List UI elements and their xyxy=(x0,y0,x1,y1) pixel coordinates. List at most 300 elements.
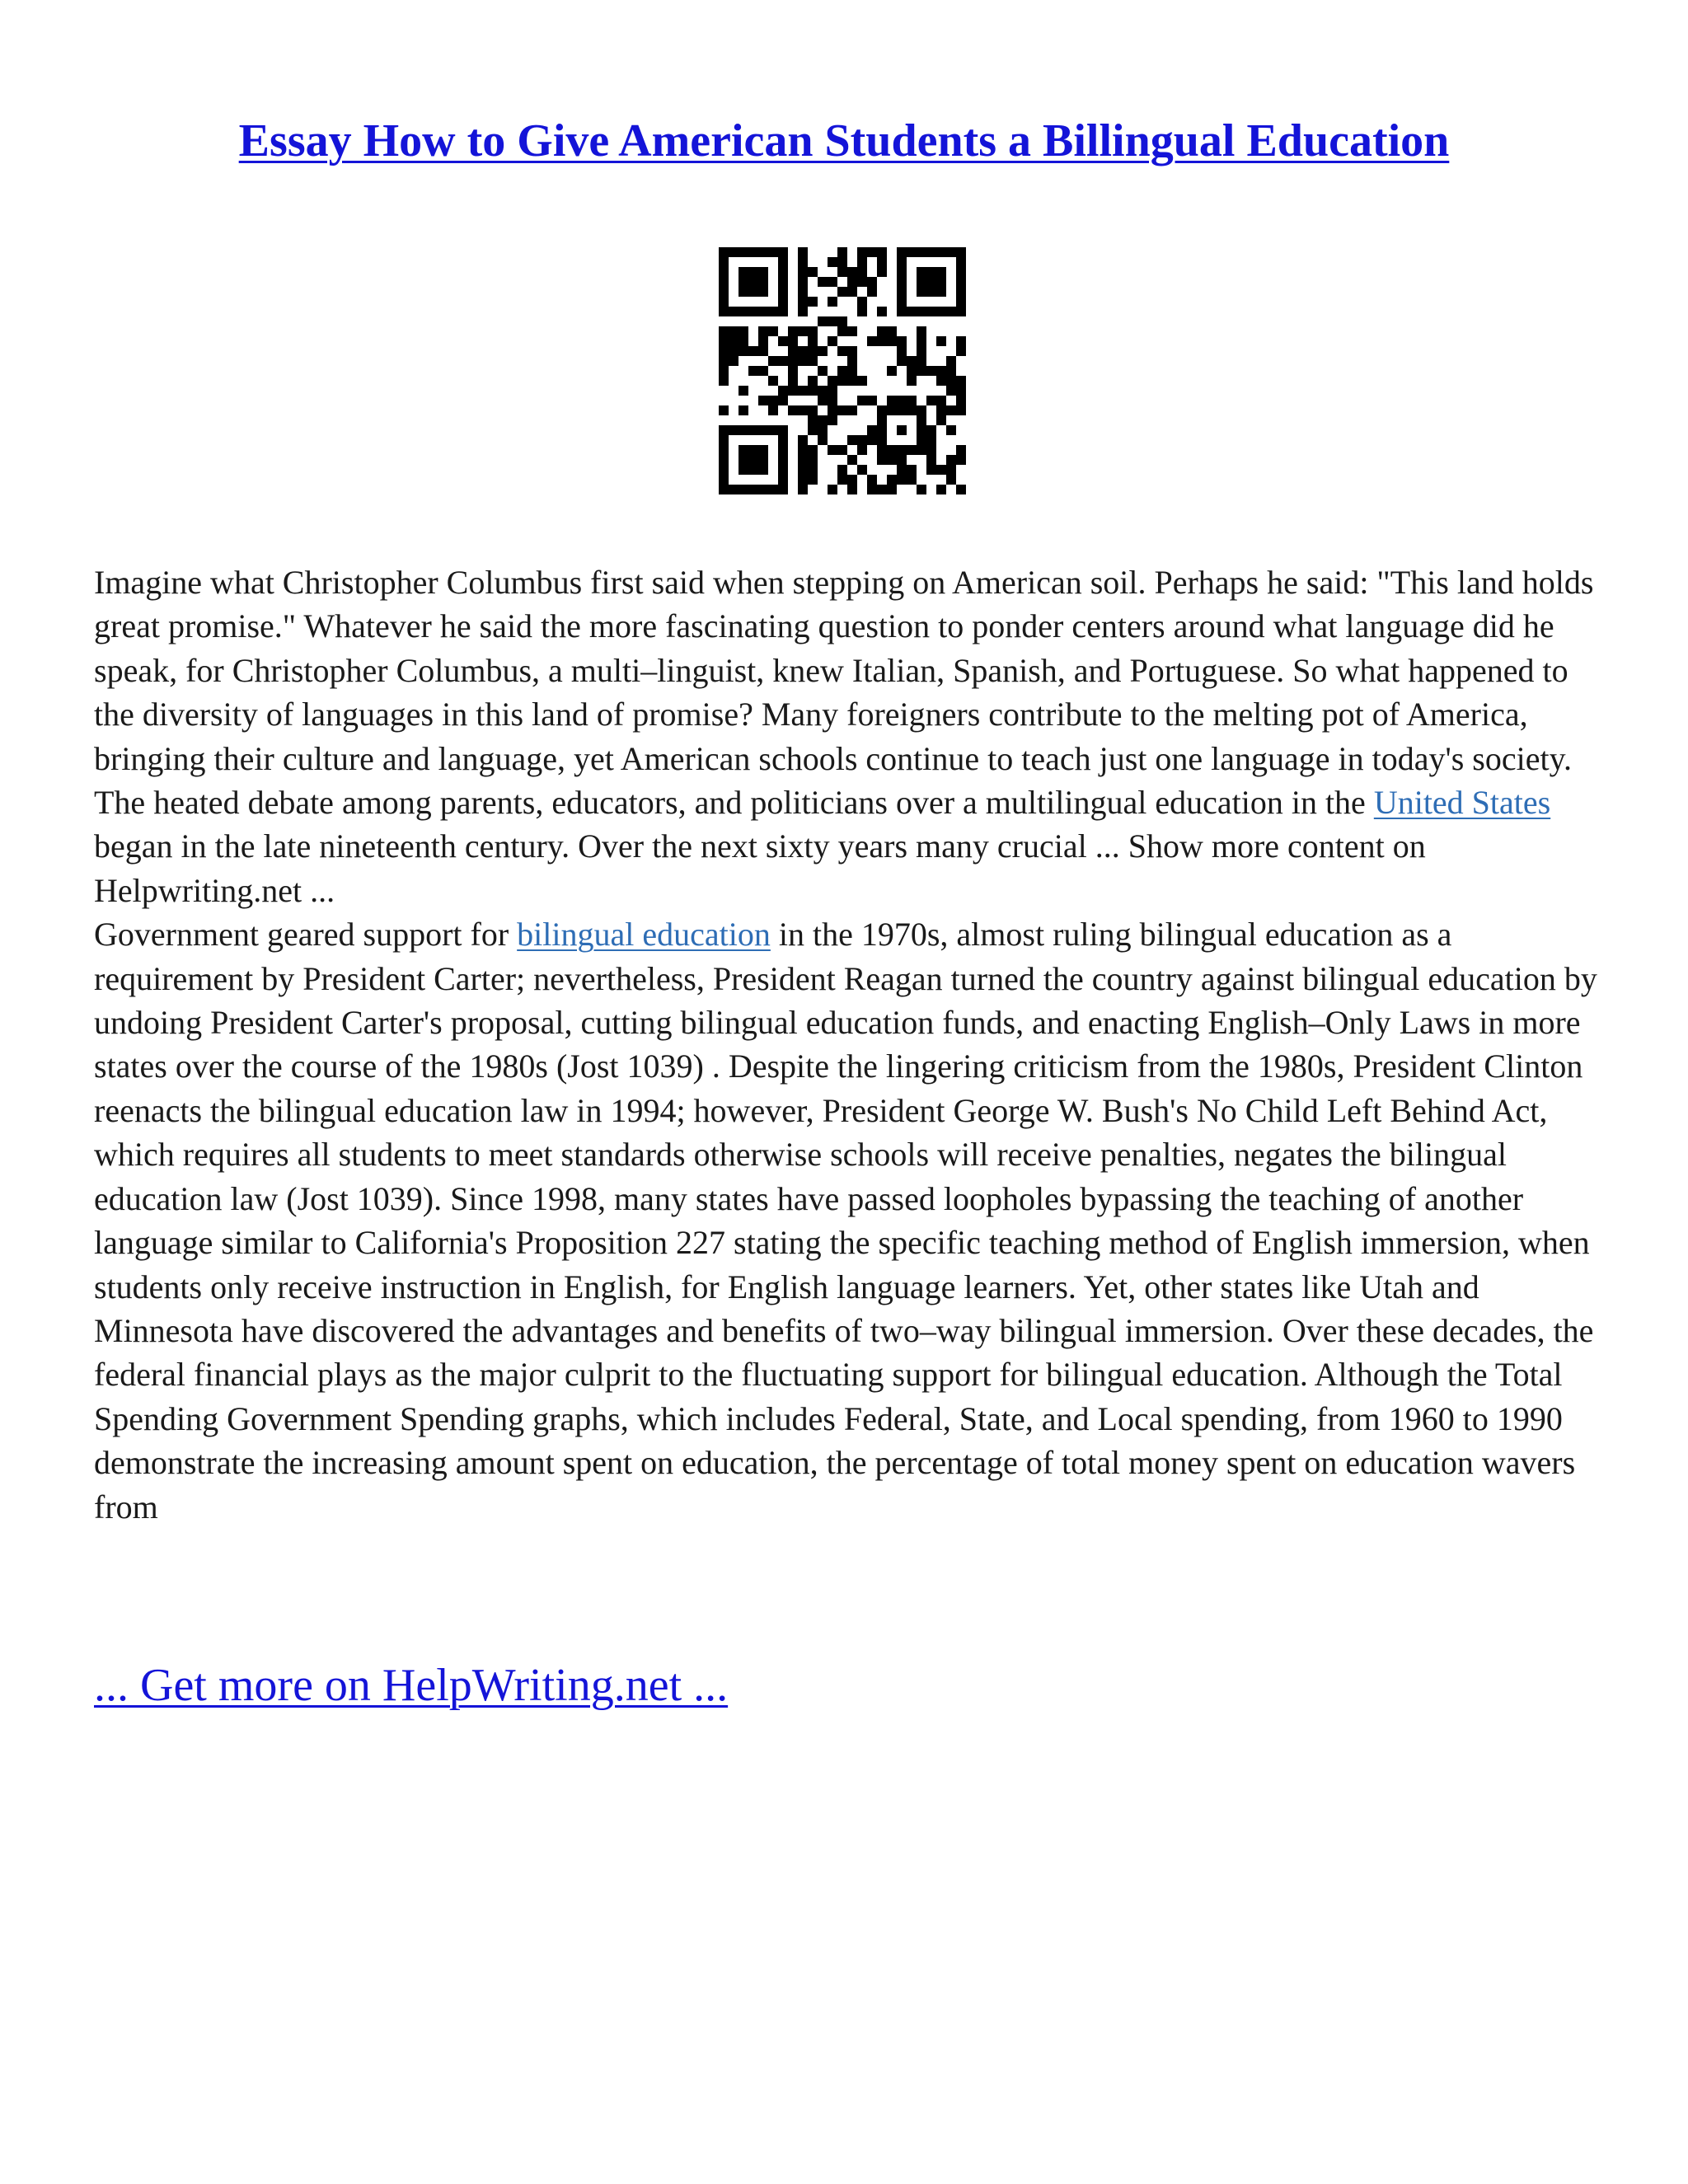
qr-module xyxy=(719,307,729,316)
qr-module xyxy=(729,346,738,356)
qr-module xyxy=(897,475,907,485)
qr-module xyxy=(778,336,788,346)
qr-module xyxy=(758,455,768,465)
qr-module xyxy=(857,277,867,287)
qr-module xyxy=(758,287,768,297)
qr-module xyxy=(798,257,808,267)
qr-module xyxy=(798,297,808,307)
qr-module xyxy=(887,336,897,346)
qr-module xyxy=(887,455,897,465)
qr-module xyxy=(768,326,778,336)
qr-module xyxy=(798,435,808,445)
qr-module xyxy=(877,455,887,465)
qr-module xyxy=(818,435,828,445)
qr-module xyxy=(837,287,847,297)
qr-module xyxy=(847,346,857,356)
qr-module xyxy=(887,475,897,485)
qr-module xyxy=(729,485,738,494)
qr-module xyxy=(719,465,729,475)
qr-module xyxy=(748,465,758,475)
paragraph-2 xyxy=(94,912,1602,1529)
qr-module xyxy=(748,425,758,435)
qr-code-graphic xyxy=(719,247,966,494)
qr-module xyxy=(748,307,758,316)
qr-module xyxy=(887,485,897,494)
qr-module xyxy=(719,297,729,307)
qr-module xyxy=(857,396,867,405)
qr-module xyxy=(917,346,926,356)
qr-module xyxy=(808,475,818,485)
qr-module xyxy=(719,425,729,435)
qr-module xyxy=(837,326,847,336)
qr-module xyxy=(808,376,818,386)
paragraph-1 xyxy=(94,560,1602,912)
qr-module xyxy=(828,336,837,346)
qr-module xyxy=(758,336,768,346)
qr-module xyxy=(798,267,808,277)
qr-module xyxy=(768,376,778,386)
qr-module xyxy=(758,277,768,287)
qr-module xyxy=(907,307,917,316)
qr-module xyxy=(956,297,966,307)
title-link[interactable]: Essay How to Give American Students a Billingual Education xyxy=(238,115,1450,166)
qr-module xyxy=(956,307,966,316)
qr-module xyxy=(956,277,966,287)
qr-module xyxy=(897,405,907,415)
qr-code-icon xyxy=(719,247,966,494)
qr-module xyxy=(956,257,966,267)
qr-module xyxy=(808,405,818,415)
qr-module xyxy=(758,465,768,475)
qr-module xyxy=(887,445,897,455)
qr-module xyxy=(719,247,729,257)
qr-module xyxy=(897,445,907,455)
qr-module xyxy=(798,277,808,287)
qr-module xyxy=(936,366,946,376)
qr-module xyxy=(917,435,926,445)
qr-module xyxy=(808,455,818,465)
qr-module xyxy=(828,316,837,326)
qr-module xyxy=(758,396,768,405)
qr-module xyxy=(917,326,926,336)
qr-module xyxy=(936,277,946,287)
qr-module xyxy=(897,455,907,465)
qr-module xyxy=(719,455,729,465)
qr-module xyxy=(926,445,936,455)
qr-module xyxy=(936,485,946,494)
qr-module xyxy=(738,465,748,475)
qr-module xyxy=(729,247,738,257)
qr-module xyxy=(917,277,926,287)
qr-module xyxy=(847,287,857,297)
qr-module xyxy=(926,287,936,297)
qr-module xyxy=(907,445,917,455)
qr-module xyxy=(729,307,738,316)
qr-module xyxy=(818,415,828,425)
qr-module xyxy=(738,445,748,455)
qr-module xyxy=(719,435,729,445)
qr-module xyxy=(887,326,897,336)
qr-module xyxy=(926,425,936,435)
qr-module xyxy=(956,247,966,257)
qr-module xyxy=(808,465,818,475)
qr-module xyxy=(837,445,847,455)
qr-module xyxy=(917,356,926,366)
qr-module xyxy=(887,405,897,415)
qr-module xyxy=(936,336,946,346)
qr-module xyxy=(917,366,926,376)
qr-module xyxy=(926,396,936,405)
qr-module xyxy=(847,366,857,376)
qr-module xyxy=(768,485,778,494)
qr-module xyxy=(936,415,946,425)
qr-module xyxy=(897,297,907,307)
qr-module xyxy=(877,435,887,445)
qr-module xyxy=(828,485,837,494)
qr-module xyxy=(738,346,748,356)
qr-module xyxy=(828,277,837,287)
qr-module xyxy=(907,376,917,386)
qr-module xyxy=(808,336,818,346)
qr-module xyxy=(788,356,798,366)
qr-module xyxy=(946,366,956,376)
qr-module xyxy=(758,366,768,376)
qr-module xyxy=(897,267,907,277)
qr-module xyxy=(778,267,788,277)
qr-module xyxy=(768,396,778,405)
qr-module xyxy=(828,396,837,405)
qr-module xyxy=(738,307,748,316)
qr-module xyxy=(748,366,758,376)
qr-module xyxy=(857,465,867,475)
qr-module xyxy=(837,376,847,386)
qr-module xyxy=(758,485,768,494)
qr-module xyxy=(719,475,729,485)
qr-module xyxy=(946,376,956,386)
qr-module xyxy=(768,405,778,415)
qr-module xyxy=(729,425,738,435)
qr-module xyxy=(897,257,907,267)
qr-module xyxy=(778,435,788,445)
qr-module xyxy=(946,247,956,257)
qr-module xyxy=(738,405,748,415)
qr-module xyxy=(897,396,907,405)
qr-module xyxy=(847,405,857,415)
qr-module xyxy=(956,386,966,396)
qr-module xyxy=(887,366,897,376)
qr-module xyxy=(738,287,748,297)
qr-module xyxy=(926,267,936,277)
qr-module xyxy=(857,247,867,257)
qr-module xyxy=(778,287,788,297)
qr-module xyxy=(877,405,887,415)
qr-module xyxy=(877,257,887,267)
qr-module xyxy=(926,435,936,445)
qr-module xyxy=(758,346,768,356)
qr-module xyxy=(768,356,778,366)
qr-module xyxy=(917,415,926,425)
qr-module xyxy=(738,455,748,465)
qr-module xyxy=(877,326,887,336)
qr-module xyxy=(877,485,887,494)
qr-module xyxy=(897,356,907,366)
qr-module xyxy=(857,376,867,386)
qr-module xyxy=(877,336,887,346)
qr-module xyxy=(857,257,867,267)
qr-module xyxy=(719,405,729,415)
qr-module xyxy=(867,475,877,485)
paragraph-2-text-before: Government geared support for xyxy=(94,916,518,954)
qr-module xyxy=(847,267,857,277)
qr-module xyxy=(828,405,837,415)
qr-module xyxy=(788,366,798,376)
qr-module xyxy=(778,386,788,396)
qr-module xyxy=(917,425,926,435)
qr-module xyxy=(926,465,936,475)
qr-module xyxy=(719,366,729,376)
qr-module xyxy=(788,326,798,336)
qr-module xyxy=(956,445,966,455)
qr-module xyxy=(808,425,818,435)
qr-module xyxy=(847,475,857,485)
qr-module xyxy=(719,287,729,297)
qr-module xyxy=(758,267,768,277)
qr-module xyxy=(788,405,798,415)
qr-module xyxy=(778,307,788,316)
qr-module xyxy=(867,287,877,297)
qr-module xyxy=(936,307,946,316)
qr-module xyxy=(748,277,758,287)
qr-module xyxy=(837,405,847,415)
qr-module xyxy=(798,346,808,356)
qr-module xyxy=(778,475,788,485)
qr-module xyxy=(798,307,808,316)
qr-module xyxy=(748,346,758,356)
qr-module xyxy=(729,356,738,366)
qr-module xyxy=(837,257,847,267)
united-states-link[interactable]: United States xyxy=(1373,784,1551,822)
qr-module xyxy=(837,465,847,475)
qr-module xyxy=(917,405,926,415)
qr-module xyxy=(867,425,877,435)
qr-module xyxy=(808,386,818,396)
qr-module xyxy=(917,445,926,455)
qr-module xyxy=(719,336,729,346)
qr-module xyxy=(847,435,857,445)
qr-module xyxy=(778,277,788,287)
qr-module xyxy=(828,376,837,386)
qr-module xyxy=(768,425,778,435)
qr-module xyxy=(719,445,729,455)
qr-module xyxy=(719,257,729,267)
qr-module xyxy=(828,297,837,307)
qr-module xyxy=(837,267,847,277)
qr-module xyxy=(877,445,887,455)
qr-module xyxy=(748,455,758,465)
qr-module xyxy=(818,425,828,435)
qr-module xyxy=(768,307,778,316)
qr-module xyxy=(887,396,897,405)
qr-module xyxy=(758,445,768,455)
qr-module xyxy=(808,326,818,336)
qr-module xyxy=(729,326,738,336)
qr-module xyxy=(956,287,966,297)
qr-module xyxy=(946,307,956,316)
qr-module xyxy=(738,485,748,494)
qr-module xyxy=(818,346,828,356)
qr-module xyxy=(936,396,946,405)
qr-module xyxy=(917,267,926,277)
qr-module xyxy=(748,485,758,494)
qr-module xyxy=(936,247,946,257)
qr-module xyxy=(798,386,808,396)
qr-module xyxy=(837,247,847,257)
paragraph-2-text-after: in the 1970s, almost ruling bilingual education as a requirement by President Carter; nevertheless, President Reagan turned the country against bilingual education by undoing President Carter's proposal, cutting bilingual education funds, and enacting English–Only Laws in more states over the course of the 1980s (Jost 1039) . Despite the lingering criticism from the 1980s, President Clinton reenacts the bilingual education law in 1994; however, President George W. Bush's No Child Left Behind Act, which requires all students to meet standards otherwise schools will receive penalties, negates the bilingual education law (Jost 1039). Since 1998, many states have passed loopholes bypassing the teaching of another language similar to California's Proposition 227 stating the specific teaching method of English immersion, when students only receive instruction in English, for English language learners. Yet, other states like Utah and Minnesota have discovered the advantages and benefits of two–way bilingual immersion. Over these decades, the federal financial plays as the major culprit to the fluctuating support for bilingual education. Although the Total Spending Government Spending graphs, which includes Federal, State, and Local spending, from 1960 to 1990 demonstrate the increasing amount spent on education, the percentage of total money spent on education wavers from xyxy=(94,916,1597,1526)
qr-module xyxy=(818,396,828,405)
essay-body xyxy=(94,560,1602,1529)
qr-module xyxy=(808,445,818,455)
qr-module xyxy=(897,277,907,287)
qr-module xyxy=(907,475,917,485)
qr-module xyxy=(847,356,857,366)
qr-module xyxy=(926,366,936,376)
qr-module xyxy=(778,425,788,435)
qr-module xyxy=(738,277,748,287)
qr-module xyxy=(877,415,887,425)
qr-module xyxy=(926,455,936,465)
qr-module xyxy=(956,267,966,277)
qr-module xyxy=(956,336,966,346)
qr-module xyxy=(847,277,857,287)
qr-module xyxy=(778,455,788,465)
qr-module xyxy=(778,297,788,307)
qr-module xyxy=(897,247,907,257)
qr-module xyxy=(719,277,729,287)
qr-module xyxy=(917,287,926,297)
qr-module xyxy=(778,445,788,455)
qr-module xyxy=(956,485,966,494)
bilingual-education-link[interactable]: bilingual education xyxy=(517,916,771,954)
qr-module xyxy=(867,277,877,287)
qr-module xyxy=(907,247,917,257)
qr-module xyxy=(738,247,748,257)
qr-module xyxy=(907,366,917,376)
qr-module xyxy=(946,356,956,366)
qr-module xyxy=(867,396,877,405)
qr-module xyxy=(847,326,857,336)
qr-module xyxy=(738,425,748,435)
qr-module xyxy=(857,267,867,277)
qr-module xyxy=(798,485,808,494)
qr-module xyxy=(748,267,758,277)
qr-module xyxy=(917,307,926,316)
qr-module xyxy=(719,485,729,494)
qr-module xyxy=(738,386,748,396)
qr-module xyxy=(946,475,956,485)
qr-module xyxy=(798,445,808,455)
qr-module xyxy=(808,346,818,356)
qr-module xyxy=(818,277,828,287)
qr-module xyxy=(719,267,729,277)
qr-module xyxy=(818,316,828,326)
qr-module xyxy=(738,267,748,277)
qr-module xyxy=(847,376,857,386)
qr-module xyxy=(897,425,907,435)
qr-module xyxy=(798,455,808,465)
qr-module xyxy=(897,465,907,475)
qr-module xyxy=(719,376,729,386)
qr-module xyxy=(956,376,966,386)
qr-module xyxy=(936,287,946,297)
qr-module xyxy=(917,485,926,494)
qr-module xyxy=(788,386,798,396)
qr-module xyxy=(758,247,768,257)
qr-module xyxy=(719,326,729,336)
qr-module xyxy=(936,267,946,277)
qr-module xyxy=(808,297,818,307)
qr-module xyxy=(926,307,936,316)
qr-module xyxy=(926,277,936,287)
qr-module xyxy=(808,267,818,277)
qr-module xyxy=(798,247,808,257)
qr-module xyxy=(798,465,808,475)
qr-module xyxy=(857,307,867,316)
qr-module xyxy=(788,376,798,386)
qr-module xyxy=(857,445,867,455)
qr-module xyxy=(907,396,917,405)
paragraph-1-text-before: Imagine what Christopher Columbus first said when stepping on American soil. Perhaps he said: "This land holds great promise." Whatever he said the more fascinating question to ponder centers around what language did he speak, for Christopher Columbus, a multi–linguist, knew Italian, Spanish, and Portuguese. So what happened to the diversity of languages in this land of promise? Many foreigners contribute to the melting pot of America, bringing their culture and language, yet American schools continue to teach just one language in today's society. The heated debate among parents, educators, and politicians over a multilingual education in the xyxy=(94,564,1594,822)
qr-module xyxy=(837,346,847,356)
qr-module xyxy=(748,445,758,455)
qr-module xyxy=(897,336,907,346)
qr-module xyxy=(719,356,729,366)
qr-module xyxy=(956,405,966,415)
qr-module xyxy=(788,346,798,356)
paragraph-1-text-after: began in the late nineteenth century. Over the next sixty years many crucial ... Show more content on Helpwriting.net ... xyxy=(94,827,1426,909)
qr-module xyxy=(946,386,956,396)
qr-module xyxy=(877,307,887,316)
page-title xyxy=(0,114,1688,169)
qr-module xyxy=(867,336,877,346)
qr-module xyxy=(926,247,936,257)
qr-module xyxy=(798,356,808,366)
get-more-paragraph xyxy=(94,1658,728,1713)
qr-module xyxy=(956,455,966,465)
qr-module xyxy=(758,326,768,336)
qr-module xyxy=(828,386,837,396)
qr-module xyxy=(857,297,867,307)
qr-module xyxy=(729,336,738,346)
qr-module xyxy=(828,257,837,267)
qr-module xyxy=(748,287,758,297)
qr-module xyxy=(808,356,818,366)
qr-module xyxy=(798,287,808,297)
qr-module xyxy=(936,465,946,475)
qr-module xyxy=(778,465,788,475)
qr-module xyxy=(917,336,926,346)
qr-module xyxy=(917,247,926,257)
qr-module xyxy=(867,435,877,445)
qr-module xyxy=(956,346,966,356)
qr-module xyxy=(857,435,867,445)
qr-module xyxy=(778,247,788,257)
get-more-link[interactable]: ... Get more on HelpWriting.net ... xyxy=(94,1660,729,1711)
qr-module xyxy=(788,336,798,346)
qr-module xyxy=(897,346,907,356)
qr-module xyxy=(867,247,877,257)
qr-module xyxy=(798,475,808,485)
qr-module xyxy=(778,396,788,405)
